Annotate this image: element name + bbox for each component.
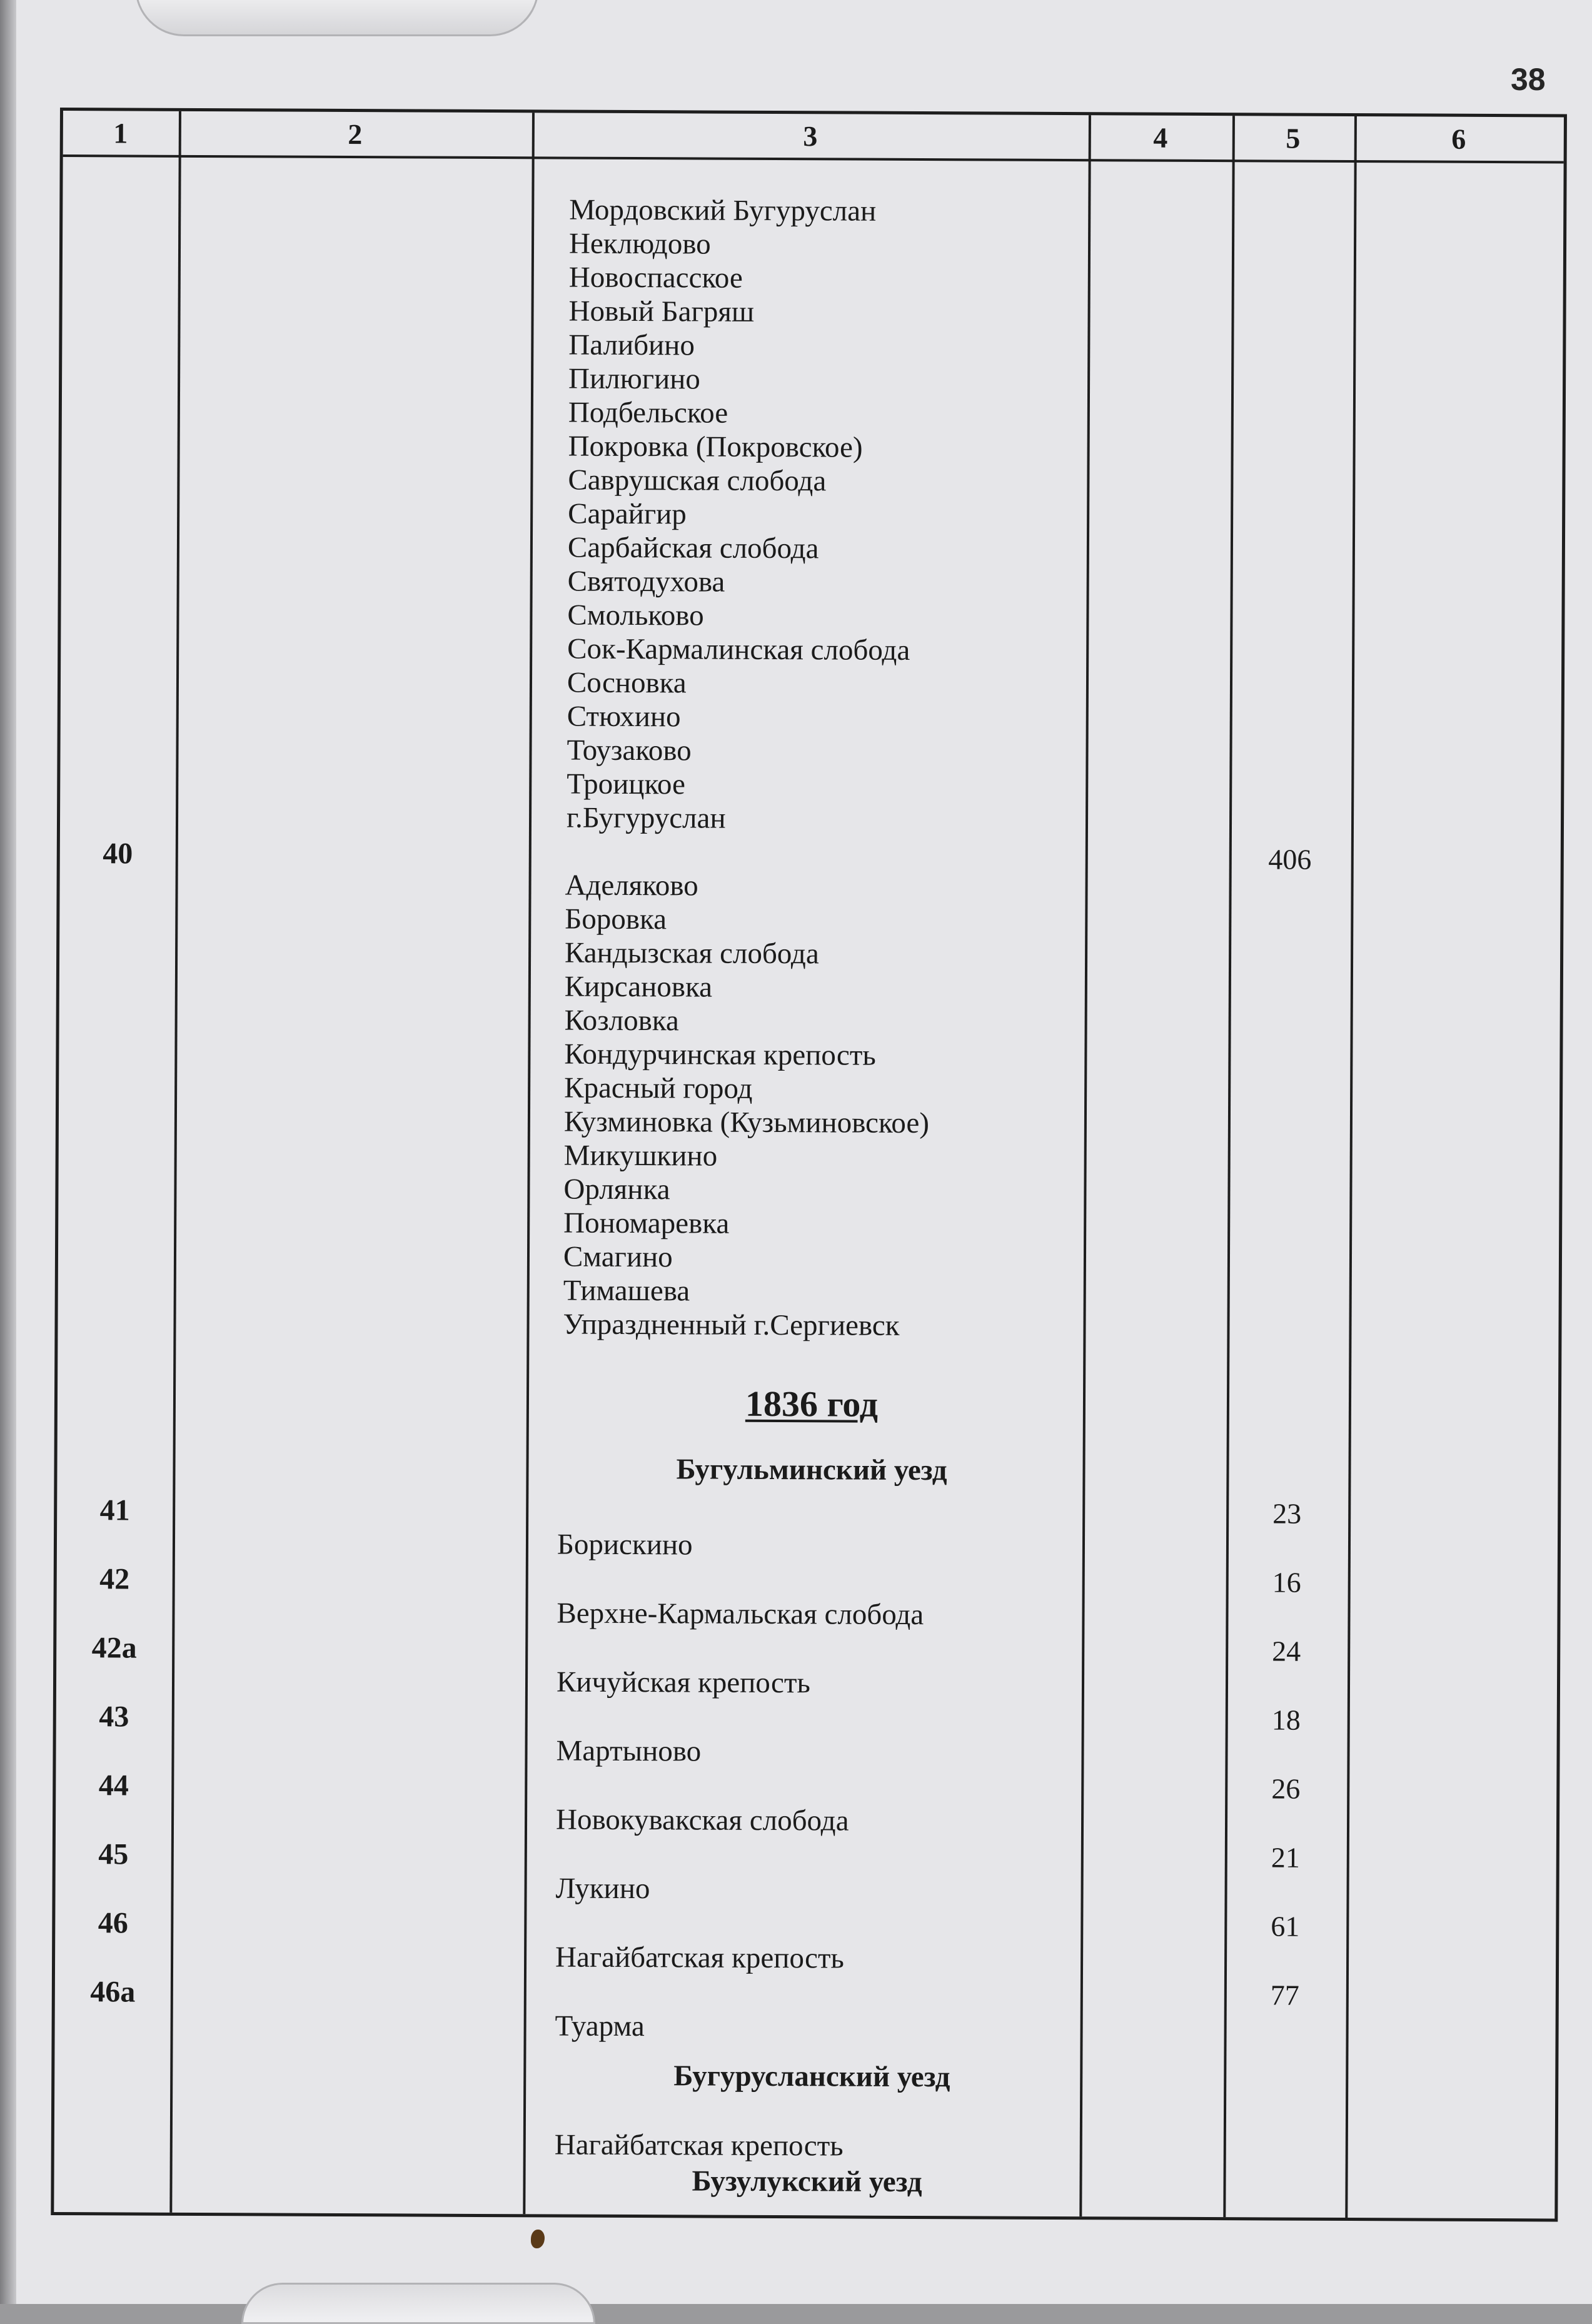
count-value: 18 <box>1271 1704 1301 1736</box>
place-name: Аделяково <box>565 869 698 902</box>
place-name: Пономаревка <box>563 1206 730 1240</box>
uyezd-heading-buzuluk: Бузулукский уезд <box>692 2165 922 2199</box>
place-name: Мартыново <box>556 1734 702 1768</box>
count-value: 77 <box>1270 1979 1299 2011</box>
place-name: Нагайбатская крепость <box>555 1941 845 1975</box>
place-name: Кондурчинская крепость <box>564 1038 876 1072</box>
page-edge <box>0 0 16 2304</box>
place-name: Мордовский Бугуруслан <box>569 193 877 228</box>
place-name: Тимашева <box>563 1274 690 1308</box>
column-divider <box>1345 116 1357 2218</box>
count-value: 21 <box>1271 1841 1300 1874</box>
column-header-3: 3 <box>803 120 818 153</box>
place-name: Новый Багряш <box>568 295 755 328</box>
column-header-4: 4 <box>1153 121 1168 154</box>
row-number: 43 <box>99 1700 129 1734</box>
row-number: 44 <box>98 1769 129 1802</box>
place-name: Пилюгино <box>568 362 700 396</box>
count-value: 23 <box>1272 1497 1302 1530</box>
row-number-40: 40 <box>103 837 133 871</box>
row-number: 42 <box>99 1562 130 1596</box>
place-name: Неклюдово <box>568 227 711 261</box>
place-name: Подбельское <box>568 396 728 430</box>
column-divider <box>1223 116 1235 2217</box>
place-name: г.Бугуруслан <box>566 801 726 835</box>
count-value: 24 <box>1272 1635 1301 1667</box>
place-name: Боровка <box>565 902 667 936</box>
row-number: 45 <box>98 1837 129 1871</box>
row-number: 41 <box>99 1493 130 1527</box>
place-name: Саврушская слобода <box>568 463 827 498</box>
place-name: Красный город <box>564 1071 753 1105</box>
page-number: 38 <box>1511 62 1546 97</box>
place-name: Кузминовка (Кузьминовское) <box>563 1105 930 1140</box>
ink-blot <box>531 2230 545 2248</box>
year-heading: 1836 год <box>745 1383 879 1425</box>
uyezd-heading-bugulma: Бугульминский уезд <box>676 1453 947 1487</box>
place-name: Смагино <box>563 1240 673 1274</box>
place-name: Святодухова <box>567 565 725 599</box>
place-name: Верхне-Кармальская слобода <box>557 1597 924 1632</box>
place-name: Смольково <box>567 599 704 632</box>
place-name: Козловка <box>564 1004 679 1038</box>
column-header-1: 1 <box>113 117 128 149</box>
place-name: Упраздненный г.Сергиевск <box>563 1308 900 1342</box>
uyezd-heading-buguruslan: Бугурусланский уезд <box>673 2059 950 2094</box>
place-name: Покровка (Покровское) <box>568 430 863 464</box>
column-divider <box>1079 115 1091 2216</box>
place-name: Борискино <box>557 1528 693 1562</box>
column-divider <box>523 113 535 2214</box>
place-name: Орлянка <box>563 1173 670 1206</box>
place-name: Нагайбатская крепость <box>554 2128 844 2163</box>
place-name: Сарбайская слобода <box>567 531 819 565</box>
place-name: Палибино <box>568 328 695 362</box>
count-value: 61 <box>1271 1910 1300 1943</box>
column-divider <box>169 111 181 2213</box>
register-table <box>51 108 1567 2221</box>
binder-clip-top <box>135 0 539 36</box>
count-value: 16 <box>1272 1566 1301 1599</box>
place-name: Кандызская слобода <box>564 936 819 971</box>
count-value-40: 406 <box>1268 843 1312 876</box>
place-name: Сосновка <box>567 666 687 700</box>
place-name: Лукино <box>555 1872 650 1906</box>
column-header-6: 6 <box>1451 123 1466 155</box>
place-name: Кичуйская крепость <box>556 1665 810 1700</box>
place-name: Микушкино <box>563 1139 718 1173</box>
column-header-2: 2 <box>348 118 363 151</box>
place-name: Троицкое <box>567 767 686 801</box>
place-name: Сок-Кармалинская слобода <box>567 632 910 667</box>
document-page <box>16 0 1592 2304</box>
place-name: Сарайгир <box>568 497 687 531</box>
row-number: 46а <box>90 1975 136 2009</box>
place-name: Новокувакская слобода <box>555 1803 849 1837</box>
place-name: Тоузаково <box>567 734 692 767</box>
header-separator <box>63 154 1564 163</box>
place-name: Новоспасское <box>568 261 743 295</box>
column-header-5: 5 <box>1286 122 1301 154</box>
binder-clip-bottom <box>241 2283 595 2324</box>
place-name: Туарма <box>555 2009 645 2043</box>
row-number: 46 <box>98 1906 128 1940</box>
place-name: Стюхино <box>567 700 681 734</box>
row-number: 42а <box>91 1631 137 1665</box>
place-name: Кирсановка <box>564 970 713 1004</box>
count-value: 26 <box>1271 1772 1301 1805</box>
